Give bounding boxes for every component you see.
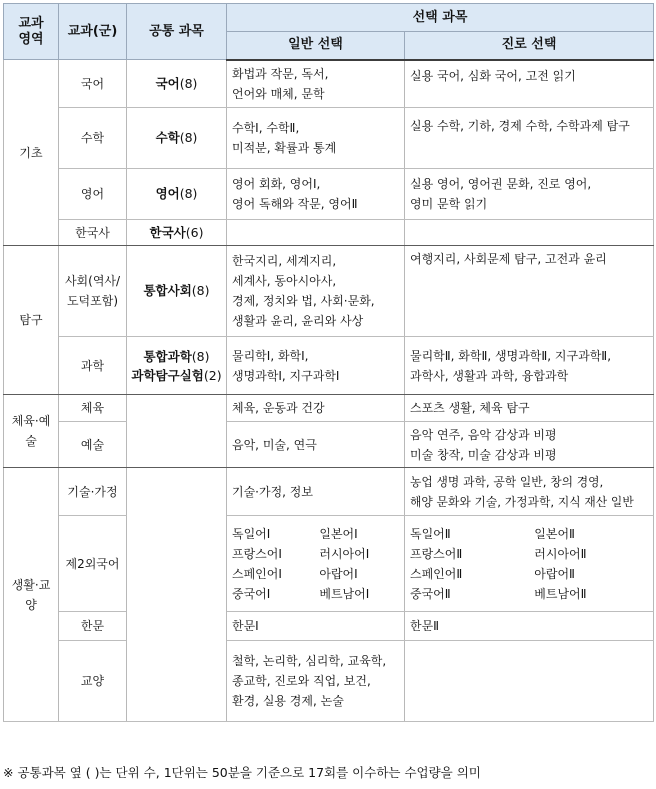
subject-cell: 국어 [59, 60, 127, 108]
common-course-cell: 통합과학(8) 과학탐구실험(2) [127, 337, 227, 395]
subject-cell: 교양 [59, 641, 127, 722]
curriculum-table [3, 3, 654, 722]
area-pe-arts: 체육·예술 [4, 395, 59, 468]
header-career: 진로 선택 [405, 32, 654, 60]
table-row [4, 220, 654, 246]
common-course-cell: 통합사회(8) [127, 246, 227, 337]
general-elective-cell: 철학, 논리학, 심리학, 교육학, 종교학, 진로와 직업, 보건, 환경, 실용 경제, 논술 [227, 641, 405, 722]
subject-cell: 한국사 [59, 220, 127, 246]
career-elective-cell: 물리학Ⅱ, 화학Ⅱ, 생명과학Ⅱ, 지구과학Ⅱ, 과학사, 생활과 과학, 융합과학 [405, 337, 654, 395]
subject-cell: 영어 [59, 169, 127, 220]
table-row [4, 337, 654, 395]
general-elective-cell: 영어 회화, 영어Ⅰ, 영어 독해와 작문, 영어Ⅱ [227, 169, 405, 220]
table-row [4, 395, 654, 422]
common-course-cell [127, 468, 227, 722]
common-course-cell: 수학(8) [127, 108, 227, 169]
subject-cell: 과학 [59, 337, 127, 395]
area-life: 생활·교양 [4, 468, 59, 722]
general-elective-cell: 한국지리, 세계지리, 세계사, 동아시아사, 경제, 정치와 법, 사회·문화, 생활과 윤리, 윤리와 사상 [227, 246, 405, 337]
subject-cell: 수학 [59, 108, 127, 169]
table-row [4, 468, 654, 516]
career-elective-cell: 실용 국어, 심화 국어, 고전 읽기 [405, 60, 654, 108]
subject-cell: 예술 [59, 422, 127, 468]
header-subject-group: 교과(군) [59, 4, 127, 60]
general-elective-cell: 기술·가정, 정보 [227, 468, 405, 516]
career-elective-cell: 실용 영어, 영어권 문화, 진로 영어, 영미 문학 읽기 [405, 169, 654, 220]
table-row [4, 60, 654, 108]
common-course-cell: 국어(8) [127, 60, 227, 108]
table-row [4, 169, 654, 220]
table-row [4, 108, 654, 169]
career-elective-cell: 독일어Ⅱ 일본어Ⅱ 프랑스어Ⅱ 러시아어Ⅱ 스페인어Ⅱ 아랍어Ⅱ 중국어Ⅱ 베트남어Ⅱ [405, 516, 654, 612]
header-elective: 선택 과목 [227, 4, 654, 32]
table-row [4, 246, 654, 337]
header-area: 교과 영역 [4, 4, 59, 60]
career-elective-cell: 음악 연주, 음악 감상과 비평 미술 창작, 미술 감상과 비평 [405, 422, 654, 468]
general-elective-cell: 수학Ⅰ, 수학Ⅱ, 미적분, 확률과 통계 [227, 108, 405, 169]
career-elective-cell [405, 220, 654, 246]
subject-cell: 한문 [59, 612, 127, 641]
general-elective-cell: 화법과 작문, 독서, 언어와 매체, 문학 [227, 60, 405, 108]
table-row [4, 641, 654, 722]
career-elective-cell: 한문Ⅱ [405, 612, 654, 641]
table-row [4, 516, 654, 612]
table-row [4, 422, 654, 468]
common-course-cell: 한국사(6) [127, 220, 227, 246]
header-common: 공통 과목 [127, 4, 227, 60]
common-course-cell [127, 395, 227, 468]
career-elective-cell [405, 641, 654, 722]
header-general: 일반 선택 [227, 32, 405, 60]
subject-cell: 체육 [59, 395, 127, 422]
career-elective-cell: 스포츠 생활, 체육 탐구 [405, 395, 654, 422]
career-elective-cell: 여행지리, 사회문제 탐구, 고전과 윤리 [405, 246, 654, 337]
footnote: ※ 공통과목 옆 ( )는 단위 수, 1단위는 50분을 기준으로 17회를 이수하는 수업량을 의미 [3, 765, 481, 780]
career-elective-cell: 실용 수학, 기하, 경제 수학, 수학과제 탐구 [405, 108, 654, 169]
area-inquiry: 탐구 [4, 246, 59, 395]
common-course-cell: 영어(8) [127, 169, 227, 220]
general-elective-cell [227, 220, 405, 246]
general-elective-cell: 음악, 미술, 연극 [227, 422, 405, 468]
subject-cell: 기술·가정 [59, 468, 127, 516]
general-elective-cell: 물리학Ⅰ, 화학Ⅰ, 생명과학Ⅰ, 지구과학Ⅰ [227, 337, 405, 395]
area-basic: 기초 [4, 60, 59, 246]
general-elective-cell: 체육, 운동과 건강 [227, 395, 405, 422]
career-elective-cell: 농업 생명 과학, 공학 일반, 창의 경영, 해양 문화와 기술, 가정과학, 지식 재산 일반 [405, 468, 654, 516]
table-row [4, 612, 654, 641]
subject-cell: 사회(역사/ 도덕포함) [59, 246, 127, 337]
general-elective-cell: 독일어Ⅰ 일본어Ⅰ 프랑스어Ⅰ 러시아어Ⅰ 스페인어Ⅰ 아랍어Ⅰ 중국어Ⅰ 베트남어Ⅰ [227, 516, 405, 612]
general-elective-cell: 한문Ⅰ [227, 612, 405, 641]
subject-cell: 제2외국어 [59, 516, 127, 612]
